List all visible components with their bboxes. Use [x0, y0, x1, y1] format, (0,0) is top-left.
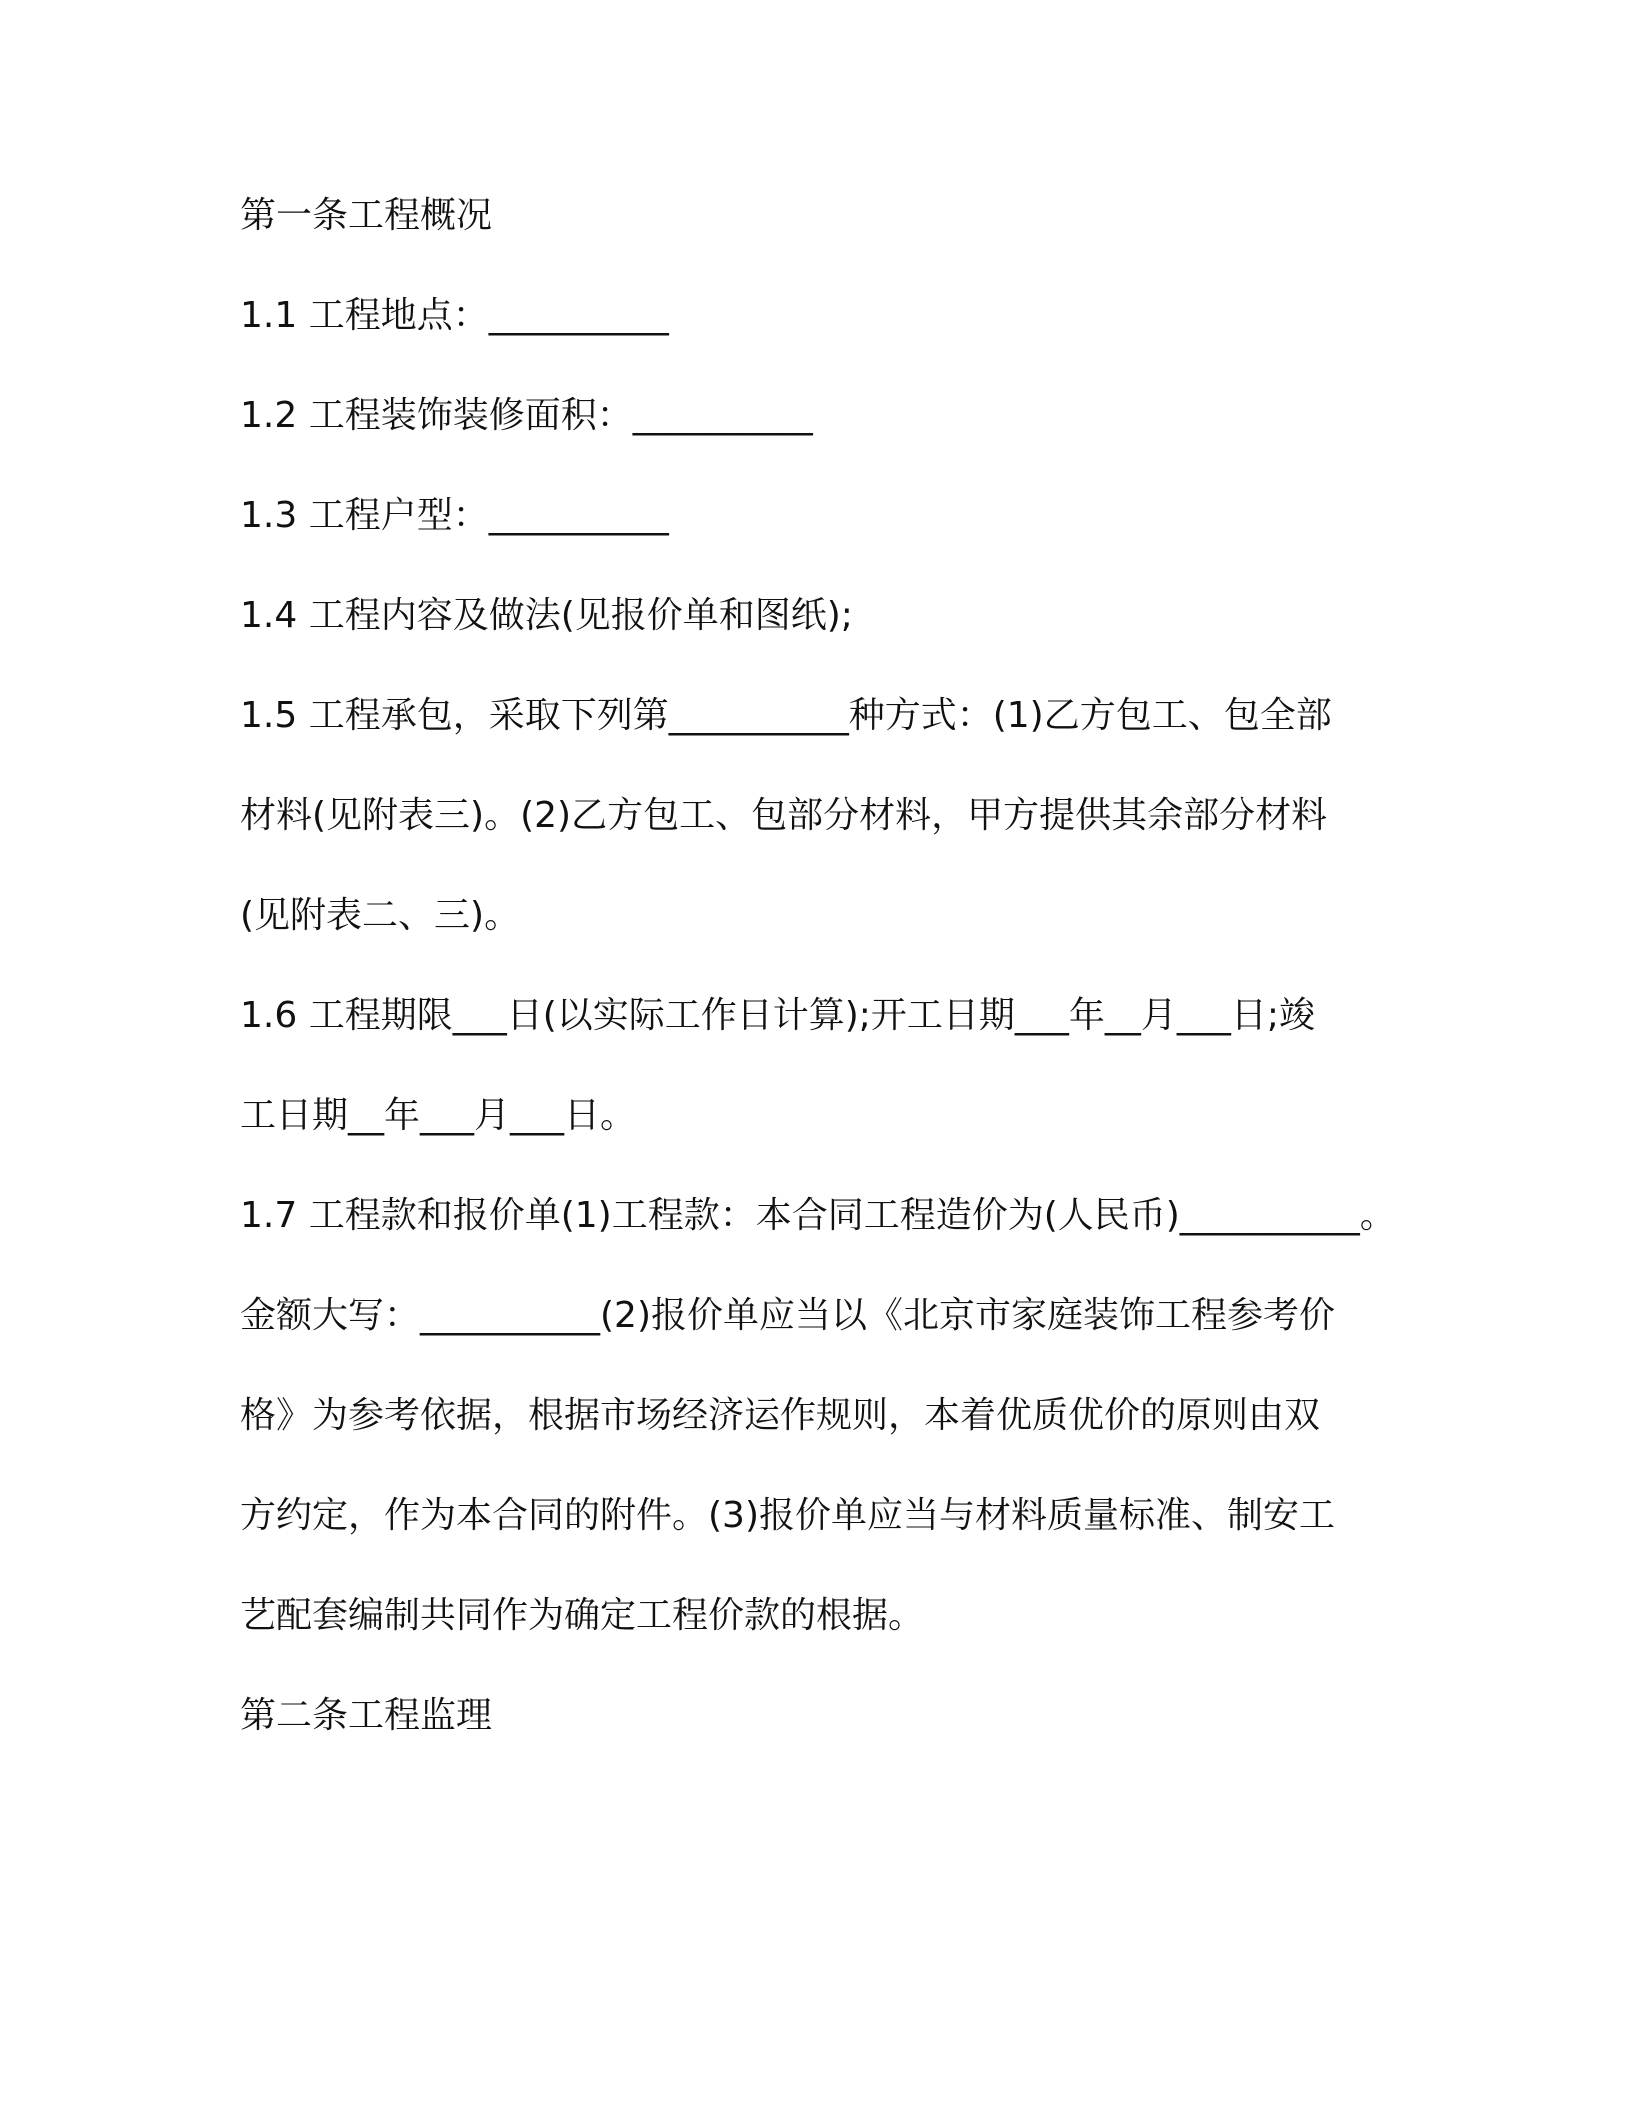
section-heading-1: 第一条工程概况	[240, 195, 493, 236]
clause-1-7-payment: 1.7 工程款和报价单(1)工程款：本合同工程造价为(人民币)__________。	[240, 1195, 1396, 1236]
clause-1-6-duration: 1.6 工程期限___日(以实际工作日计算);开工日期___年__月___日;竣	[240, 995, 1316, 1036]
clause-1-7-line-5: 艺配套编制共同作为确定工程价款的根据。	[240, 1595, 925, 1636]
clause-1-5-line-3: (见附表二、三)。	[240, 895, 521, 936]
clause-1-7-line-4: 方约定，作为本合同的附件。(3)报价单应当与材料质量标准、制安工	[240, 1495, 1335, 1536]
clause-1-5-contracting: 1.5 工程承包，采取下列第__________种方式：(1)乙方包工、包全部	[240, 695, 1332, 736]
clause-1-2-area: 1.2 工程装饰装修面积：__________	[240, 395, 813, 436]
clause-1-1-location: 1.1 工程地点：__________	[240, 295, 669, 336]
clause-1-7-line-3: 格》为参考依据，根据市场经济运作规则，本着优质优价的原则由双	[240, 1395, 1321, 1436]
clause-1-4-content: 1.4 工程内容及做法(见报价单和图纸);	[240, 595, 853, 636]
clause-1-3-unit-type: 1.3 工程户型：__________	[240, 495, 669, 536]
clause-1-5-line-2: 材料(见附表三)。(2)乙方包工、包部分材料，甲方提供其余部分材料	[240, 795, 1328, 836]
section-heading-2: 第二条工程监理	[240, 1695, 493, 1736]
clause-1-6-line-2: 工日期__年___月___日。	[240, 1095, 637, 1136]
clause-1-7-line-2: 金额大写：__________(2)报价单应当以《北京市家庭装饰工程参考价	[240, 1295, 1335, 1336]
